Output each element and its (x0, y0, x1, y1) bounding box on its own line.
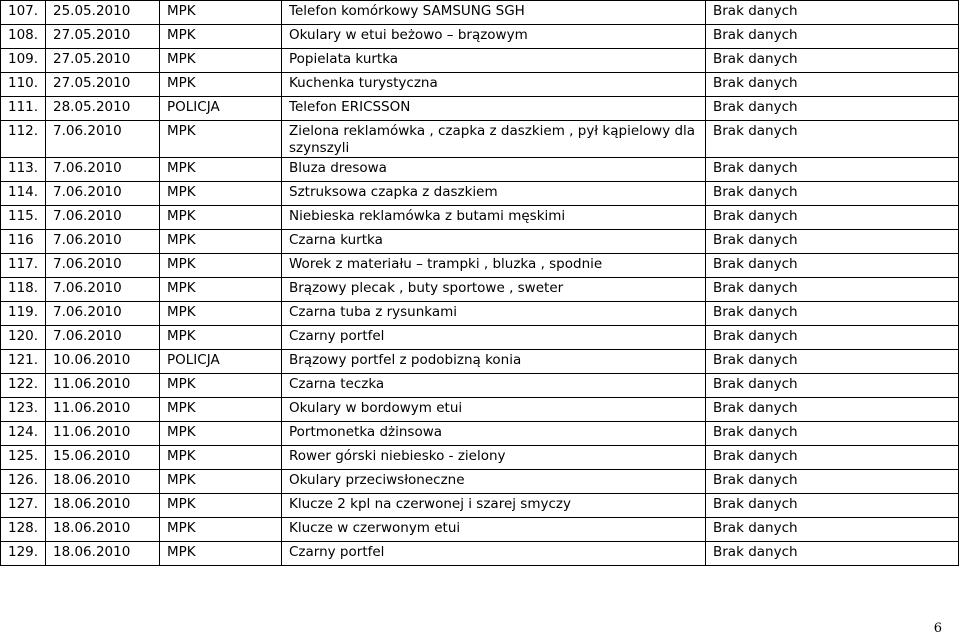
table-row (1, 422, 959, 446)
row-number-cell (1, 230, 46, 254)
cell-text: MPK (167, 3, 196, 19)
row-number-cell (1, 25, 46, 49)
cell-text: Brak danych (713, 75, 798, 91)
cell-text: MPK (167, 256, 196, 272)
table-row (1, 230, 959, 254)
cell-text: Telefon komórkowy SAMSUNG SGH (289, 3, 525, 19)
owner-cell (706, 494, 959, 518)
finder-cell (160, 1, 282, 25)
item-description-cell (282, 542, 706, 566)
table-row (1, 494, 959, 518)
cell-text: Brak danych (713, 400, 798, 416)
cell-text: Portmonetka dżinsowa (289, 424, 443, 440)
cell-text: Brak danych (713, 160, 798, 176)
item-description-cell (282, 422, 706, 446)
cell-text: Okulary w bordowym etui (289, 400, 463, 416)
cell-text: 107. (8, 3, 39, 19)
cell-text: 18.06.2010 (53, 544, 131, 560)
finder-cell (160, 350, 282, 374)
table-row (1, 73, 959, 97)
row-number-cell (1, 518, 46, 542)
row-number-cell (1, 326, 46, 350)
table-row (1, 182, 959, 206)
owner-cell (706, 398, 959, 422)
finder-cell (160, 278, 282, 302)
owner-cell (706, 1, 959, 25)
date-cell (46, 350, 160, 374)
date-cell (46, 158, 160, 182)
item-description-cell (282, 1, 706, 25)
date-cell (46, 542, 160, 566)
cell-text: MPK (167, 208, 196, 224)
cell-text: 128. (8, 520, 39, 536)
date-cell (46, 278, 160, 302)
cell-text: MPK (167, 160, 196, 176)
table-row (1, 206, 959, 230)
owner-cell (706, 326, 959, 350)
date-cell (46, 121, 160, 158)
cell-text: Worek z materiału – trampki , bluzka , spodnie (289, 256, 603, 272)
row-number-cell (1, 446, 46, 470)
row-number-cell (1, 254, 46, 278)
cell-text: Okulary przeciwsłoneczne (289, 472, 465, 488)
cell-text: MPK (167, 184, 196, 200)
row-number-cell (1, 158, 46, 182)
row-number-cell (1, 206, 46, 230)
row-number-cell (1, 494, 46, 518)
item-description-cell (282, 326, 706, 350)
cell-text: 115. (8, 208, 39, 224)
date-cell (46, 25, 160, 49)
finder-cell (160, 518, 282, 542)
table-row (1, 121, 959, 158)
finder-cell (160, 446, 282, 470)
item-description-cell (282, 518, 706, 542)
item-description-cell (282, 73, 706, 97)
table-row (1, 470, 959, 494)
cell-text: Brak danych (713, 232, 798, 248)
item-description-cell (282, 25, 706, 49)
owner-cell (706, 278, 959, 302)
cell-text: 111. (8, 99, 39, 115)
date-cell (46, 49, 160, 73)
owner-cell (706, 470, 959, 494)
cell-text: MPK (167, 232, 196, 248)
row-number-cell (1, 374, 46, 398)
owner-cell (706, 302, 959, 326)
row-number-cell (1, 422, 46, 446)
cell-text: 18.06.2010 (53, 520, 131, 536)
item-description-cell (282, 230, 706, 254)
cell-text: Brak danych (713, 280, 798, 296)
date-cell (46, 206, 160, 230)
date-cell (46, 97, 160, 121)
finder-cell (160, 49, 282, 73)
finder-cell (160, 73, 282, 97)
cell-text: Brak danych (713, 424, 798, 440)
cell-text: 7.06.2010 (53, 304, 122, 320)
cell-text: MPK (167, 304, 196, 320)
table-row (1, 518, 959, 542)
item-description-cell (282, 446, 706, 470)
table-row (1, 49, 959, 73)
table-row (1, 398, 959, 422)
cell-text: 125. (8, 448, 39, 464)
cell-text: 10.06.2010 (53, 352, 131, 368)
item-description-cell (282, 494, 706, 518)
cell-text: Brak danych (713, 352, 798, 368)
cell-text: MPK (167, 75, 196, 91)
cell-text: Brak danych (713, 3, 798, 19)
item-description-cell (282, 374, 706, 398)
cell-text: MPK (167, 328, 196, 344)
cell-text: Brak danych (713, 496, 798, 512)
cell-text: Brak danych (713, 328, 798, 344)
cell-text: 116 (8, 232, 34, 248)
cell-text: Brak danych (713, 520, 798, 536)
page-number: 6 (933, 621, 942, 636)
cell-text: 7.06.2010 (53, 280, 122, 296)
date-cell (46, 398, 160, 422)
cell-text: Brązowy portfel z podobizną konia (289, 352, 522, 368)
cell-text: MPK (167, 400, 196, 416)
owner-cell (706, 254, 959, 278)
cell-text: 129. (8, 544, 39, 560)
cell-text: MPK (167, 448, 196, 464)
finder-cell (160, 206, 282, 230)
cell-text: Czarna kurtka (289, 232, 383, 248)
cell-text: 27.05.2010 (53, 27, 131, 43)
owner-cell (706, 121, 959, 158)
cell-text: Niebieska reklamówka z butami męskimi (289, 208, 566, 224)
owner-cell (706, 73, 959, 97)
row-number-cell (1, 121, 46, 158)
cell-text: MPK (167, 496, 196, 512)
cell-text: 123. (8, 400, 39, 416)
table-row (1, 374, 959, 398)
cell-text: 119. (8, 304, 39, 320)
date-cell (46, 326, 160, 350)
cell-text: Bluza dresowa (289, 160, 387, 176)
cell-text: 15.06.2010 (53, 448, 131, 464)
cell-text: Telefon ERICSSON (289, 99, 411, 115)
finder-cell (160, 25, 282, 49)
cell-text: 7.06.2010 (53, 232, 122, 248)
table-row (1, 446, 959, 470)
owner-cell (706, 518, 959, 542)
cell-text: 25.05.2010 (53, 3, 131, 19)
owner-cell (706, 206, 959, 230)
cell-text: 109. (8, 51, 39, 67)
date-cell (46, 374, 160, 398)
cell-text: 11.06.2010 (53, 424, 131, 440)
cell-text: 7.06.2010 (53, 328, 122, 344)
finder-cell (160, 470, 282, 494)
cell-text: Czarna tuba z rysunkami (289, 304, 458, 320)
item-description-cell (282, 49, 706, 73)
owner-cell (706, 350, 959, 374)
cell-text: Okulary w etui beżowo – brązowym (289, 27, 528, 43)
date-cell (46, 518, 160, 542)
cell-text: Brak danych (713, 448, 798, 464)
cell-text: Brak danych (713, 376, 798, 392)
date-cell (46, 73, 160, 97)
finder-cell (160, 374, 282, 398)
table-row (1, 158, 959, 182)
cell-text: MPK (167, 472, 196, 488)
cell-text: 11.06.2010 (53, 400, 131, 416)
row-number-cell (1, 1, 46, 25)
cell-text: Czarny portfel (289, 328, 385, 344)
cell-text: 112. (8, 123, 39, 139)
cell-text: 118. (8, 280, 39, 296)
cell-text: 114. (8, 184, 39, 200)
owner-cell (706, 49, 959, 73)
table-row (1, 25, 959, 49)
cell-text: 7.06.2010 (53, 123, 122, 139)
finder-cell (160, 158, 282, 182)
date-cell (46, 182, 160, 206)
cell-text: Czarna teczka (289, 376, 385, 392)
cell-text: MPK (167, 123, 196, 139)
finder-cell (160, 326, 282, 350)
cell-text: Popielata kurtka (289, 51, 399, 67)
finder-cell (160, 422, 282, 446)
cell-text: 120. (8, 328, 39, 344)
row-number-cell (1, 398, 46, 422)
cell-text: 121. (8, 352, 39, 368)
cell-text: POLICJA (167, 99, 220, 115)
cell-text: 27.05.2010 (53, 75, 131, 91)
cell-text: 108. (8, 27, 39, 43)
row-number-cell (1, 278, 46, 302)
cell-text: MPK (167, 376, 196, 392)
cell-text: 124. (8, 424, 39, 440)
owner-cell (706, 182, 959, 206)
cell-text: Czarny portfel (289, 544, 385, 560)
owner-cell (706, 97, 959, 121)
cell-text: 122. (8, 376, 39, 392)
row-number-cell (1, 302, 46, 326)
table-row (1, 97, 959, 121)
table-row (1, 542, 959, 566)
owner-cell (706, 542, 959, 566)
cell-text: Klucze 2 kpl na czerwonej i szarej smyczy (289, 496, 571, 512)
row-number-cell (1, 182, 46, 206)
cell-text: Brak danych (713, 184, 798, 200)
date-cell (46, 494, 160, 518)
date-cell (46, 446, 160, 470)
item-description-cell (282, 398, 706, 422)
cell-text: MPK (167, 51, 196, 67)
cell-text: 117. (8, 256, 39, 272)
cell-text: 28.05.2010 (53, 99, 131, 115)
cell-text: Brak danych (713, 27, 798, 43)
cell-text: Brak danych (713, 256, 798, 272)
cell-text: 11.06.2010 (53, 376, 131, 392)
cell-text: Brak danych (713, 123, 798, 139)
owner-cell (706, 158, 959, 182)
table-row (1, 350, 959, 374)
row-number-cell (1, 542, 46, 566)
cell-text: 110. (8, 75, 39, 91)
table-row (1, 278, 959, 302)
cell-text: 27.05.2010 (53, 51, 131, 67)
cell-text: 7.06.2010 (53, 208, 122, 224)
cell-text: 126. (8, 472, 39, 488)
date-cell (46, 302, 160, 326)
cell-text: 7.06.2010 (53, 184, 122, 200)
owner-cell (706, 422, 959, 446)
cell-text: Sztruksowa czapka z daszkiem (289, 184, 498, 200)
date-cell (46, 254, 160, 278)
cell-text: 7.06.2010 (53, 256, 122, 272)
cell-text: MPK (167, 27, 196, 43)
finder-cell (160, 302, 282, 326)
cell-text: Brak danych (713, 472, 798, 488)
finder-cell (160, 182, 282, 206)
owner-cell (706, 25, 959, 49)
cell-text: Klucze w czerwonym etui (289, 520, 461, 536)
cell-text: 7.06.2010 (53, 160, 122, 176)
item-description-cell (282, 121, 706, 158)
finder-cell (160, 494, 282, 518)
item-description-cell (282, 302, 706, 326)
item-description-cell (282, 206, 706, 230)
finder-cell (160, 230, 282, 254)
row-number-cell (1, 97, 46, 121)
cell-text: Rower górski niebiesko - zielony (289, 448, 506, 464)
cell-text: Kuchenka turystyczna (289, 75, 438, 91)
cell-text: POLICJA (167, 352, 220, 368)
item-description-cell (282, 182, 706, 206)
table-row (1, 254, 959, 278)
finder-cell (160, 542, 282, 566)
date-cell (46, 1, 160, 25)
cell-text: MPK (167, 520, 196, 536)
date-cell (46, 230, 160, 254)
table-row (1, 1, 959, 25)
row-number-cell (1, 470, 46, 494)
item-description-cell (282, 254, 706, 278)
cell-text: Brak danych (713, 99, 798, 115)
table-body (1, 1, 959, 566)
cell-text: MPK (167, 544, 196, 560)
finder-cell (160, 398, 282, 422)
row-number-cell (1, 350, 46, 374)
cell-text: MPK (167, 280, 196, 296)
cell-text: 18.06.2010 (53, 472, 131, 488)
cell-text: Brak danych (713, 304, 798, 320)
owner-cell (706, 374, 959, 398)
date-cell (46, 470, 160, 494)
cell-text: Brak danych (713, 208, 798, 224)
cell-text: Zielona reklamówka , czapka z daszkiem , pył kąpielowy dla szynszyli (289, 123, 696, 156)
owner-cell (706, 230, 959, 254)
item-description-cell (282, 350, 706, 374)
item-description-cell (282, 470, 706, 494)
finder-cell (160, 97, 282, 121)
finder-cell (160, 121, 282, 158)
cell-text: Brązowy plecak , buty sportowe , sweter (289, 280, 564, 296)
item-description-cell (282, 278, 706, 302)
cell-text: 127. (8, 496, 39, 512)
cell-text: 18.06.2010 (53, 496, 131, 512)
row-number-cell (1, 49, 46, 73)
date-cell (46, 422, 160, 446)
table-row (1, 326, 959, 350)
cell-text: 113. (8, 160, 39, 176)
cell-text: MPK (167, 424, 196, 440)
cell-text: Brak danych (713, 544, 798, 560)
item-description-cell (282, 97, 706, 121)
owner-cell (706, 446, 959, 470)
finder-cell (160, 254, 282, 278)
row-number-cell (1, 73, 46, 97)
cell-text: Brak danych (713, 51, 798, 67)
item-description-cell (282, 158, 706, 182)
table-row (1, 302, 959, 326)
